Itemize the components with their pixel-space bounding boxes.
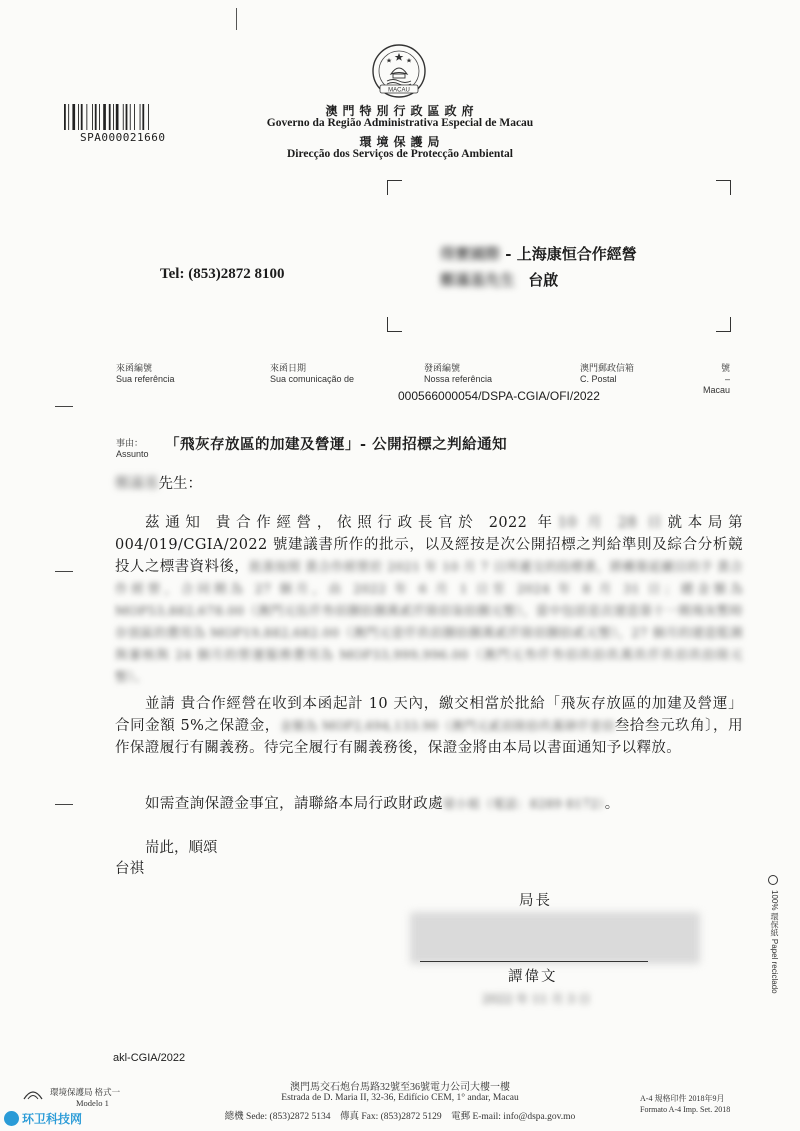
p3-text-a: 如需查詢保證金事宜，請聯絡本局行政財政處	[145, 796, 443, 812]
p1-blurred-text: 批准按照 貴合作經營於 2021 年 10 月 7 日所遞交的投標書，將構築延續目的予 貴合作經營，合同期為 27 個月，由 2022 年 6 月 1 日至 2024 年 8 月 31 日；總金額為 MOP53,882,678.00（澳門元伍仟叁佰捌拾捌萬貳仟陸佰柒拾捌元整），當中包括是次建造第十一期飛灰暫時存放區的費用為 MOP19,882,682.00（澳門元壹仟玖佰捌拾捌萬貳仟陸佰捌拾貳元整），27 個月的建造監測與審核與 24 個月的營運服務費用為 MOP33,999,996.00（澳門元叁仟叁佰玖拾玖萬玖仟玖佰玖拾陸元整）。	[115, 559, 743, 684]
barcode-icon	[62, 104, 180, 130]
margin-tick	[55, 571, 73, 572]
recipient-person-redacted: 鄭滿基先生	[440, 271, 516, 289]
window-corner-top-right	[716, 180, 731, 195]
reference-col-1: 來函編號 Sua referência	[116, 363, 175, 384]
recipient-line-1	[440, 241, 637, 267]
subject-label: 事由： Assunto	[116, 438, 149, 459]
recipient-block	[440, 241, 637, 293]
file-reference: akl-CGIA/2022	[113, 1052, 186, 1064]
body-paragraph-3	[115, 793, 743, 815]
closing-line-1: 耑此，順頌	[145, 840, 218, 856]
margin-tick	[55, 804, 73, 805]
signature-redacted	[410, 912, 700, 964]
address-zh: 澳門馬交石炮台馬路32號至36號電力公司大樓一樓	[290, 1082, 510, 1093]
reference-col-4: 澳門郵政信箱 C. Postal	[580, 363, 635, 384]
watermark-icon	[4, 1111, 19, 1126]
p2-text-a: 並請 貴合作經營在收到本函起計 10 天內，繳交相當於批給「飛灰存放區的加建及營運」合同金額 5%之保證金，	[115, 696, 743, 734]
paper-format: A-4 規格印件 2018年9月 Formato A-4 Imp. Set. 2018	[640, 1094, 731, 1114]
p1-date-redacted: 10 月 28 日	[557, 515, 668, 531]
reference-col-5: 號 – Macau	[702, 363, 730, 395]
window-corner-bottom-right	[716, 317, 731, 332]
government-name-pt: Governo da Região Administrativa Especial de Macau	[266, 117, 534, 129]
subject-text: 「飛灰存放區的加建及營運」- 公開招標之判給通知	[165, 436, 508, 453]
recycled-paper-note: 100% 環保紙 Papel reciclado	[770, 890, 779, 994]
p2-blurred-text: 金額為 MOP2,694,133.90（澳門元貳佰陸拾玖萬肆仟壹佰	[279, 719, 615, 733]
p1-text-a: 茲通知 貴合作經營，依照行政長官於 2022 年	[145, 515, 558, 531]
body-paragraph-2	[115, 693, 743, 759]
window-corner-bottom-left	[387, 317, 402, 332]
p2-text-b: 叁拾叁元玖角〕，用作保證履行有關義務。待完全履行有關義務後，保證金將由本局以書面通知予以釋放。	[115, 718, 743, 756]
recycled-paper-icon	[768, 875, 778, 885]
p3-text-b: 。	[604, 796, 620, 812]
recipient-line-2	[440, 267, 637, 293]
window-corner-top-left	[387, 180, 402, 195]
our-reference-number: 000566000054/DSPA-CGIA/OFI/2022	[398, 389, 600, 403]
reference-col-2: 來函日期 Sua comunicação de	[270, 363, 355, 384]
body-paragraph-1	[115, 512, 743, 688]
signature-title: 局長	[519, 893, 552, 909]
signatory-name: 譚偉文	[508, 969, 558, 985]
barcode-number: SPA000021660	[80, 131, 166, 144]
signature-line	[420, 961, 648, 962]
emblem-label: MACAU	[388, 87, 410, 94]
department-name-zh: 環 境 保 護 局	[359, 135, 441, 149]
watermark	[4, 1110, 82, 1127]
margin-tick	[55, 406, 73, 407]
p3-blurred-text: 梁小姐（電話：8289 8172）	[443, 797, 605, 811]
salutation-text: 先生：	[158, 476, 202, 492]
macau-emblem-icon	[372, 44, 426, 98]
closing-line-2: 台祺	[115, 861, 144, 877]
form-label: 環境保護局 格式一 Modelo 1	[50, 1087, 121, 1108]
telephone-number: Tel: (853)2872 8100	[160, 266, 285, 282]
salutation	[115, 472, 202, 493]
recipient-company: - 上海康恒合作經營	[505, 245, 637, 263]
address-pt: Estrada de D. Maria II, 32-36, Edifício CEM, 1° andar, Macau	[281, 1093, 519, 1103]
salutation-name-redacted: 鄭滿基	[115, 476, 159, 492]
p1-text-b: 就本局第 004/019/CGIA/2022 號建議書所作的批示，以及經按是次公開招標之判給準則及綜合分析競投人之標書資料後，	[115, 515, 743, 575]
government-name-zh: 澳 門 特 別 行 政 區 政 府	[325, 104, 475, 118]
watermark-text: 环卫科技网	[22, 1112, 83, 1126]
recipient-honorific: 台啟	[528, 271, 559, 289]
department-name-pt: Direcção dos Serviços de Protecção Ambiental	[286, 148, 513, 160]
signature-date-redacted: 2022 年 11 月 3 日	[482, 992, 591, 1006]
reference-col-3: 發函編號 Nossa referência	[424, 363, 493, 384]
contact-line: 總機 Sede: (853)2872 5134 傳真 Fax: (853)2872 5129 電郵 E-mail: info@dspa.gov.mo	[224, 1112, 576, 1122]
fold-mark-top	[236, 8, 237, 30]
recipient-company-redacted: 得寶國際	[440, 245, 501, 263]
